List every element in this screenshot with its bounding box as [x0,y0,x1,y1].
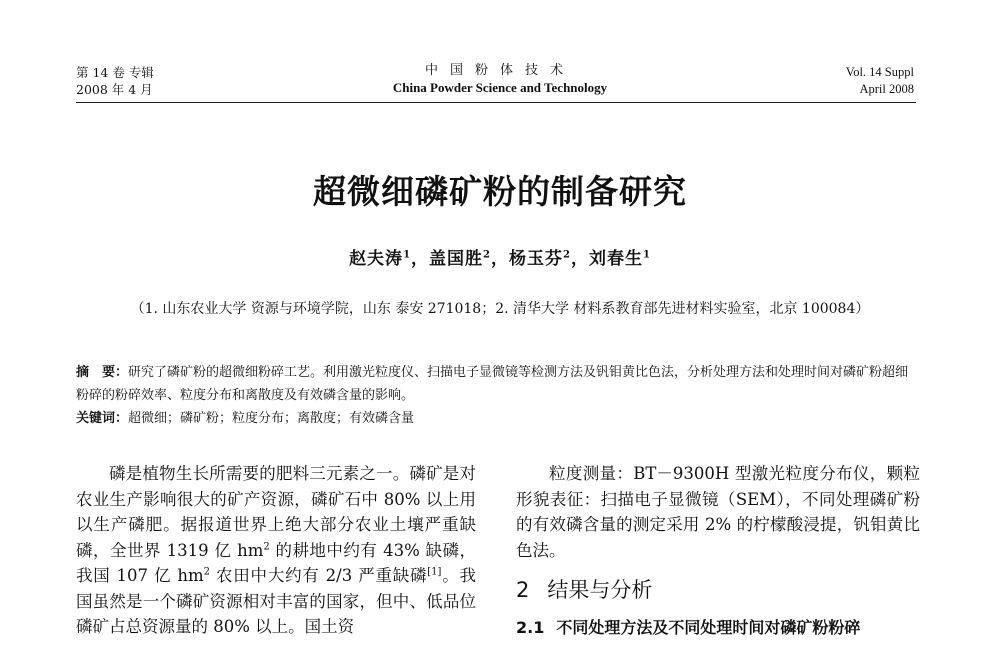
affiliation-mark: 1 [403,249,412,261]
journal-name [330,62,670,96]
journal-name-chinese: 中国粉体技术 [424,63,575,78]
abstract-label: 摘 要： [76,365,129,380]
body-paragraph [76,461,476,640]
subsection-heading [516,615,920,641]
body-text: 。我国虽然是一个磷矿资源相对丰富的国家，但中、低品位磷矿占总资源量的 80% 以上。国土资 [76,566,476,636]
date-line-english: April 2008 [859,82,914,96]
citation-ref: [1] [427,566,442,578]
journal-volume-info [76,64,154,98]
keywords-paragraph [76,407,918,430]
author-name: 盖国胜 [429,249,484,269]
volume-line-english: Vol. 14 Suppl [845,65,914,79]
abstract-block [76,361,918,430]
header-rule [76,102,916,103]
author-separator: ， [411,249,430,269]
abstract-text: 研究了磷矿粉的超微细粉碎工艺。利用激光粒度仪、扫描电子显微镜等检测方法及钒钼黄比色法，分析处理方法和处理时间对磷矿粉超细粉碎的粉碎效率、粒度分布和离散度及有效磷含量的影响。 [76,365,909,403]
superscript: 2 [203,566,210,578]
subsection-title: 不同处理方法及不同处理时间对磷矿粉粉碎 [556,618,861,637]
body-column-left [76,461,476,640]
section-number: 2 [516,578,530,602]
date-line: 2008 年 4 月 [76,82,153,97]
affiliation-mark: 2 [483,249,491,261]
affiliation-mark: 2 [563,249,571,261]
body-column-right [516,461,920,641]
affiliation-mark: 1 [642,249,651,261]
journal-volume-info-english [700,64,914,98]
journal-name-english: China Powder Science and Technology [392,80,608,95]
body-paragraph: 粒度测量：BT－9300H 型激光粒度分布仪，颗粒形貌表征：扫描电子显微镜（SEM），不同处理磷矿粉的有效磷含量的测定采用 2% 的柠檬酸浸提，钒钼黄比色法。 [516,464,920,560]
subsection-number: 2.1 [516,618,545,637]
author-name: 杨玉芬 [509,249,563,269]
volume-line: 第 14 卷 专辑 [76,65,154,80]
author-name: 赵夫涛 [349,249,404,269]
author-separator: ， [491,249,509,269]
keywords-label: 关键词： [76,411,129,426]
section-title: 结果与分析 [547,578,653,602]
author-affiliations: （1. 山东农业大学 资源与环境学院，山东 泰安 271018；2. 清华大学 材料系教育部先进材料实验室，北京 100084） [130,301,870,317]
section-heading [516,573,920,607]
keywords-text: 超微细；磷矿粉；粒度分布；离散度；有效磷含量 [128,411,415,426]
author-name: 刘春生 [588,249,643,269]
superscript: 2 [263,541,270,552]
author-list [0,244,1000,269]
paper-title: 超微细磷矿粉的制备研究 [313,172,687,211]
abstract-paragraph [76,361,918,407]
body-text: 磷是植物生长所需要的肥料三元素之一。磷矿是对农业生产影响很大的矿产资源，磷矿石中 80% 以上用以生产磷肥。据报道世界上绝大部分农业土壤严重缺磷，全世界 1319 亿 hm [76,464,476,560]
body-text: 农田中大约有 2/3 严重缺磷 [210,566,428,585]
body-text: 的耕地中约有 43% 缺磷，我国 107 亿 hm [76,540,476,585]
author-separator: ， [570,249,589,269]
